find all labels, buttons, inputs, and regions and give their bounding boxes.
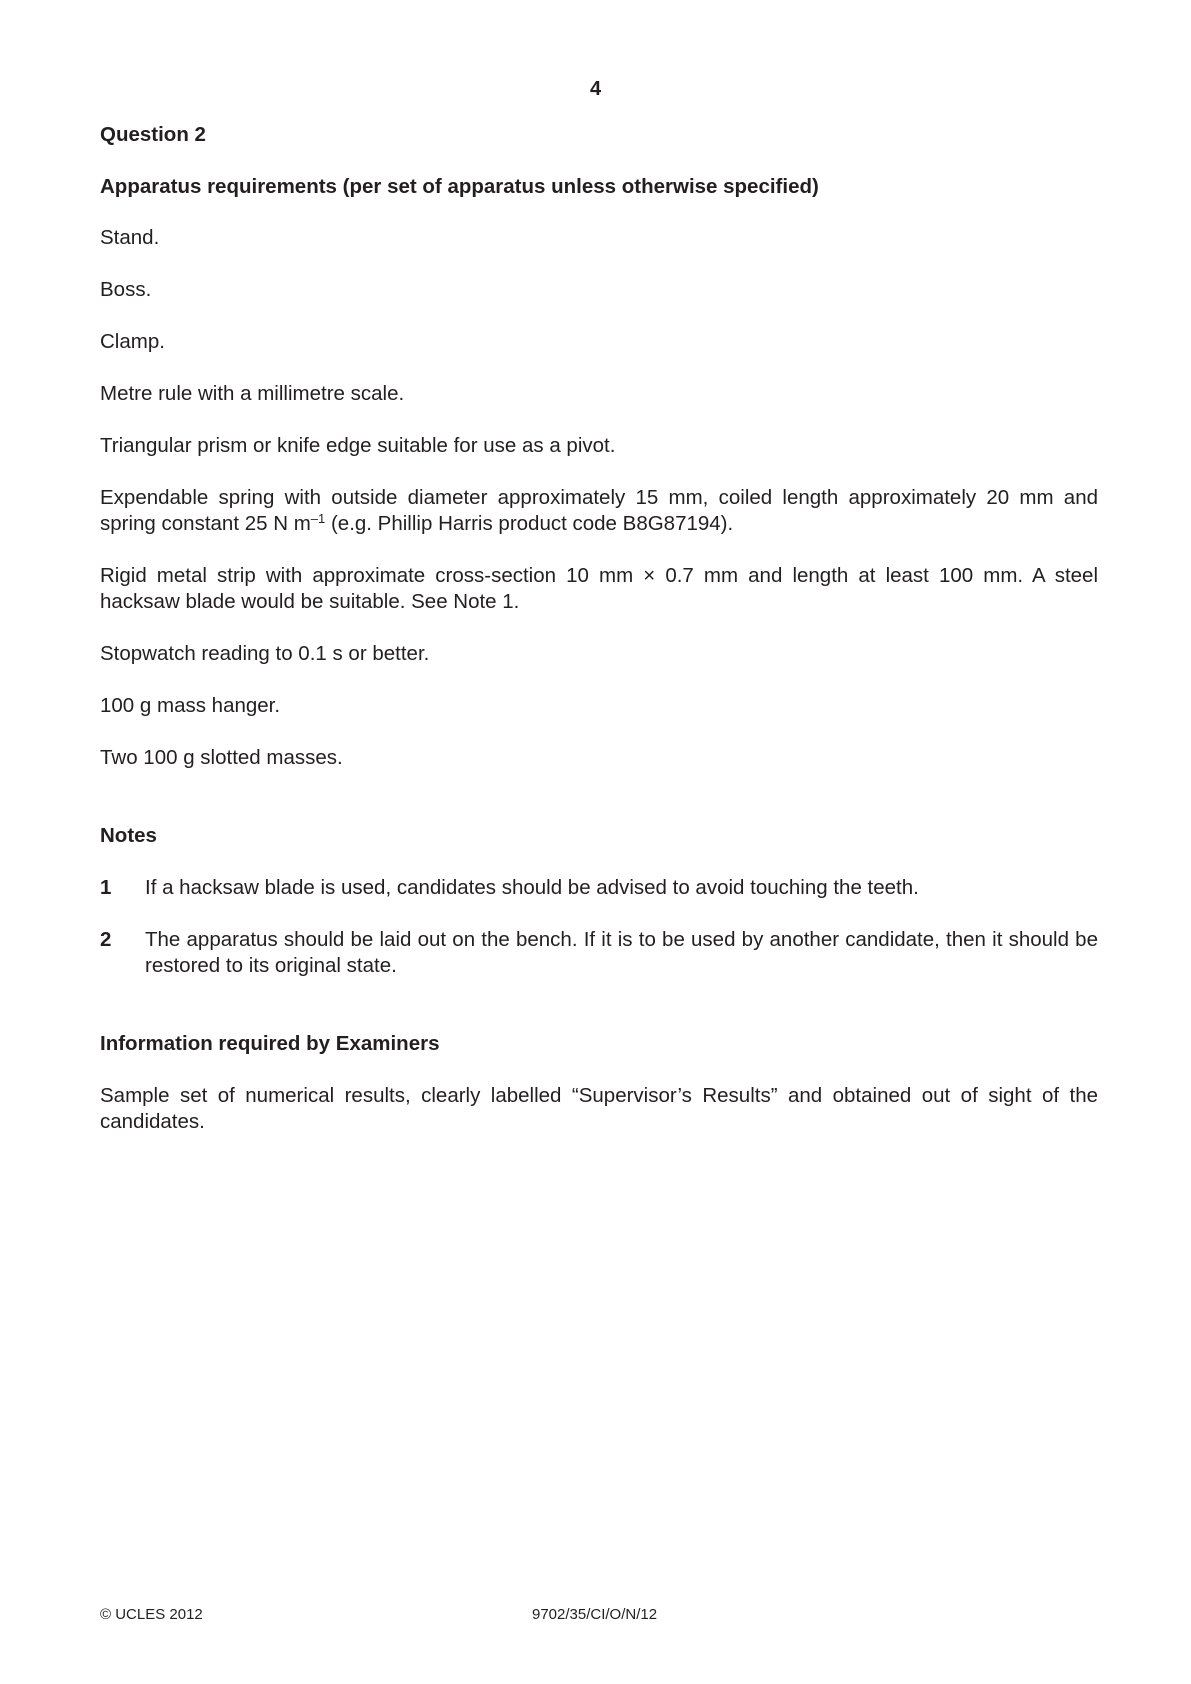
question-title: Question 2 xyxy=(100,123,206,146)
note-text: The apparatus should be laid out on the bench. If it is to be used by another candidate, then it should be restored to its original state. xyxy=(145,928,1098,977)
apparatus-item: 100 g mass hanger. xyxy=(100,694,281,717)
examiners-text: Sample set of numerical results, clearly labelled “Supervisor’s Results” and obtained out of sight of the candidates. xyxy=(100,1084,1098,1133)
page-number: 4 xyxy=(589,78,602,100)
apparatus-item: Boss. xyxy=(100,278,152,301)
spring-text: Expendable spring with outside diameter approximately 15 mm, coiled length approximately 20 mm and spring constant 25 N m xyxy=(100,486,1098,535)
apparatus-item: Metre rule with a millimetre scale. xyxy=(100,382,405,405)
apparatus-item: Clamp. xyxy=(100,330,165,353)
spring-unit-exponent: –1 xyxy=(310,511,326,526)
note-number: 2 xyxy=(100,928,112,951)
note-item xyxy=(100,875,1098,901)
apparatus-item: Two 100 g slotted masses. xyxy=(100,746,343,769)
footer-paper-code: 9702/35/CI/O/N/12 xyxy=(532,1606,658,1623)
examiners-title: Information required by Examiners xyxy=(100,1032,440,1055)
apparatus-item: Stand. xyxy=(100,226,160,249)
spring-text-after: (e.g. Phillip Harris product code B8G87194). xyxy=(325,512,734,535)
footer-copyright: © UCLES 2012 xyxy=(100,1606,203,1623)
apparatus-item: Triangular prism or knife edge suitable for use as a pivot. xyxy=(100,434,616,457)
notes-title: Notes xyxy=(100,824,157,847)
note-item xyxy=(100,927,1098,979)
note-text: If a hacksaw blade is used, candidates should be advised to avoid touching the teeth. xyxy=(145,876,919,899)
apparatus-item-spring xyxy=(100,485,1098,537)
note-number: 1 xyxy=(100,876,112,899)
page-content xyxy=(100,122,1098,1135)
apparatus-item: Stopwatch reading to 0.1 s or better. xyxy=(100,642,430,665)
apparatus-title: Apparatus requirements (per set of apparatus unless otherwise specified) xyxy=(100,175,819,198)
apparatus-item: Rigid metal strip with approximate cross-section 10 mm × 0.7 mm and length at least 100 mm. A steel hacksaw blade would be suitable. See Note 1. xyxy=(100,564,1098,613)
